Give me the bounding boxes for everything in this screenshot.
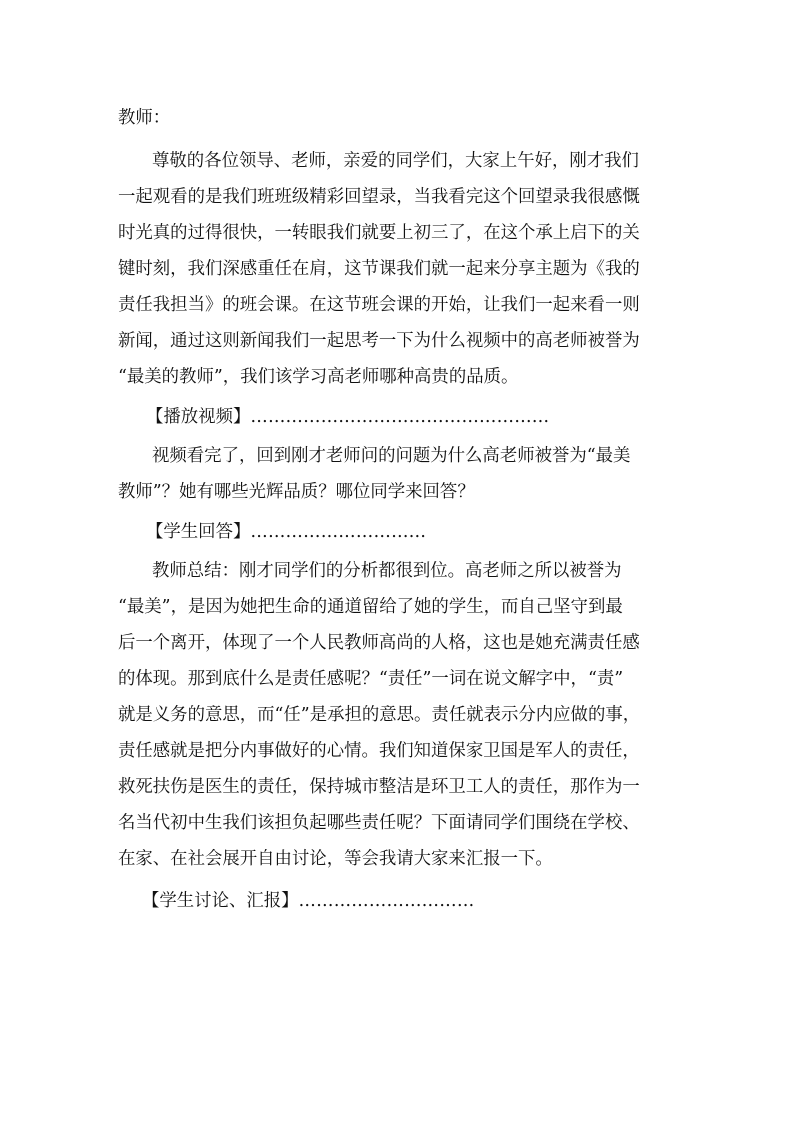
paragraph-line: 时光真的过得很快，一转眼我们就要上初三了，在这个承上启下的关 [118, 223, 640, 243]
dotted-leader: …………………………………………… [250, 407, 550, 427]
section-label: 【播放视频】 [146, 407, 251, 427]
paragraph-line: 在家、在社会展开自由讨论，等会我请大家来汇报一下。 [118, 849, 553, 869]
paragraph-line: “最美”，是因为她把生命的通道留给了她的学生，而自己坚守到最 [118, 597, 623, 617]
paragraph-line: 键时刻，我们深感重任在肩，这节课我们就一起来分享主题为《我的 [118, 259, 640, 279]
paragraph-line: “最美的教师”，我们该学习高老师哪种高贵的品质。 [118, 367, 519, 387]
section-student-discussion [118, 885, 698, 918]
dotted-leader: ………………………… [298, 891, 475, 911]
section-label: 【学生讨论、汇报】 [142, 891, 299, 911]
speaker-label: 教师： [118, 108, 171, 128]
paragraph-line: 尊敬的各位领导、老师，亲爱的同学们，大家上午好，刚才我们 [152, 151, 639, 171]
paragraph-line: 一起观看的是我们班班级精彩回望录，当我看完这个回望录我很感慨 [118, 187, 640, 207]
paragraph-line: 的体现。那到底什么是责任感呢？“责任”一词在说文解字中，“责” [118, 669, 624, 689]
section-label: 【学生回答】 [146, 522, 251, 542]
document-body [118, 102, 698, 918]
paragraph-line: 新闻，通过这则新闻我们一起思考一下为什么视频中的高老师被誉为 [118, 331, 640, 351]
paragraph-line: 责任感就是把分内事做好的心情。我们知道保家卫国是军人的责任， [118, 741, 640, 761]
paragraph-video-question [118, 440, 698, 509]
paragraph-line: 名当代初中生我们该担负起哪些责任呢？下面请同学们围绕在学校、 [118, 813, 640, 833]
paragraph-line: 责任我担当》的班会课。在这节班会课的开始，让我们一起来看一则 [118, 295, 640, 315]
paragraph-line: 视频看完了，回到刚才老师问的问题为什么高老师被誉为“最美 [152, 446, 631, 466]
paragraph-line: 后一个离开，体现了一个人民教师高尚的人格，这也是她充满责任感 [118, 633, 640, 653]
section-play-video [118, 401, 698, 434]
paragraph-line: 教师”？她有哪些光辉品质？哪位同学来回答？ [118, 482, 475, 502]
paragraph-line: 救死扶伤是医生的责任，保持城市整洁是环卫工人的责任，那作为一 [118, 777, 640, 797]
section-student-answer [118, 516, 698, 549]
paragraph-line: 就是义务的意思，而“任”是承担的意思。责任就表示分内应做的事， [118, 705, 641, 725]
paragraph-opening [118, 145, 698, 394]
dotted-leader: ………………………… [250, 522, 427, 542]
paragraph-line: 教师总结：刚才同学们的分析都很到位。高老师之所以被誉为 [152, 561, 622, 581]
paragraph-teacher-summary [118, 555, 698, 876]
